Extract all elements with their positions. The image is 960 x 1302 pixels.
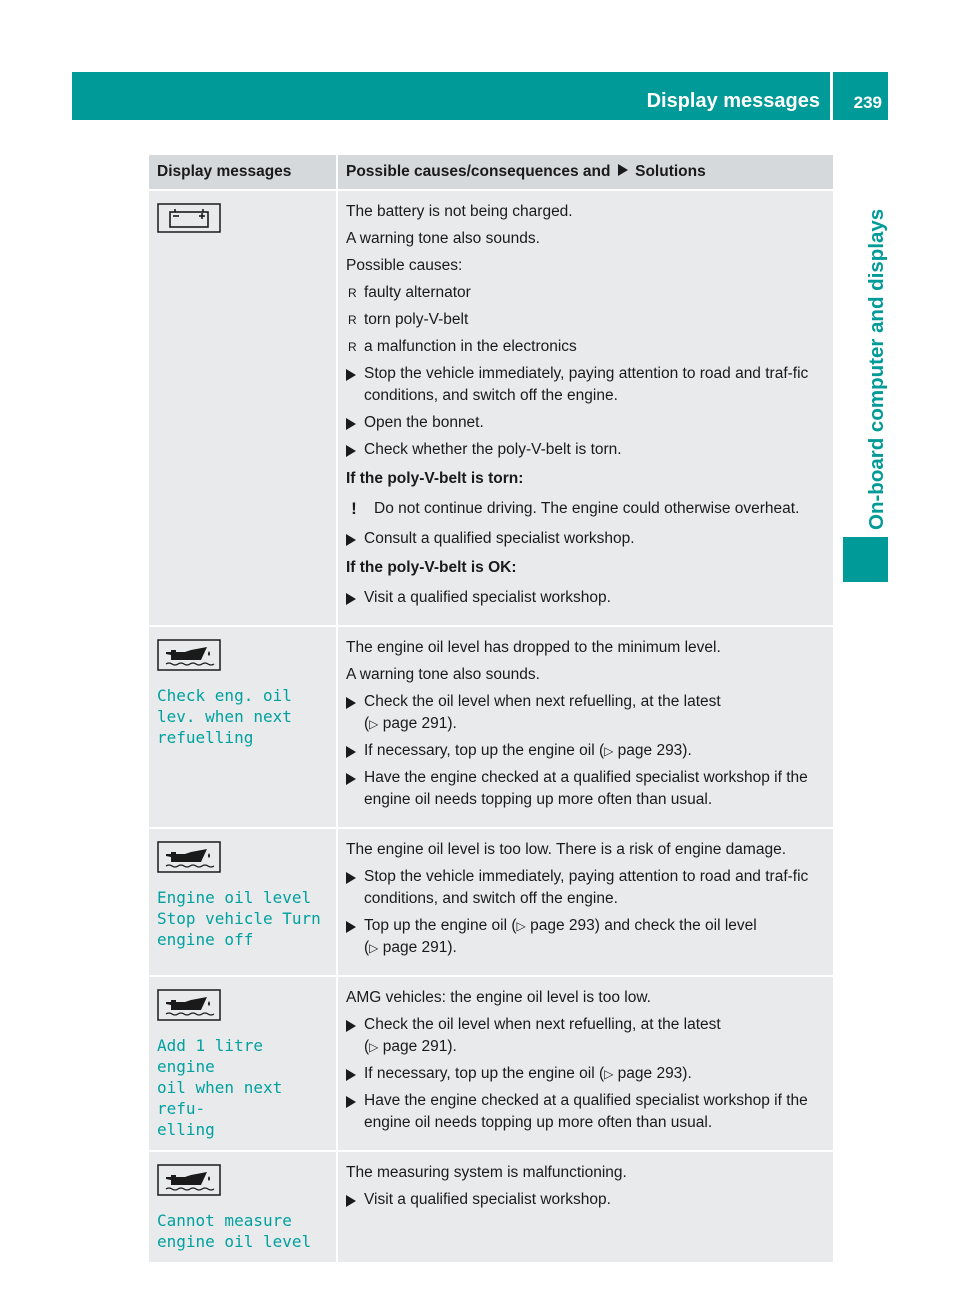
solution-cell xyxy=(337,626,833,828)
arrow-icon xyxy=(346,773,356,785)
instruction-text: Check whether the poly-V-belt is torn. xyxy=(364,441,622,458)
instruction-text: Visit a qualified specialist workshop. xyxy=(364,589,611,606)
instruction-step xyxy=(346,1189,827,1211)
instruction-step xyxy=(346,767,827,811)
message-cell xyxy=(149,976,337,1151)
instruction-text: If necessary, top up the engine oil ( xyxy=(364,1065,605,1082)
arrow-icon xyxy=(346,1195,356,1207)
display-message-code: Cannot measure engine oil level xyxy=(157,1211,312,1251)
oil-can-icon xyxy=(157,1164,221,1196)
column-header-display-messages: Display messages xyxy=(149,155,337,190)
arrow-icon xyxy=(346,534,356,546)
chapter-marker xyxy=(843,537,888,582)
message-cell xyxy=(149,1151,337,1263)
arrow-icon xyxy=(346,1069,356,1081)
instruction-text: Stop the vehicle immediately, paying attention to road and traf-fic conditions, and switch off the engine. xyxy=(364,365,809,404)
column-header-solutions xyxy=(337,155,833,190)
arrow-icon xyxy=(346,445,356,457)
header-divider xyxy=(830,72,833,120)
page-ref-icon: ▷ xyxy=(369,717,379,731)
instruction-step xyxy=(346,412,827,434)
header-bar xyxy=(72,72,888,120)
page-ref-icon: ▷ xyxy=(604,744,614,758)
instruction-text: Open the bonnet. xyxy=(364,414,484,431)
instruction-step xyxy=(346,587,827,609)
instruction-step: Check the oil level when next refuelling, at the latest (▷ page 291). xyxy=(346,1014,827,1058)
arrow-icon xyxy=(346,1096,356,1108)
instruction-text: Consult a qualified specialist workshop. xyxy=(364,530,635,547)
display-message-code: Engine oil level Stop vehicle Turn engine off xyxy=(157,888,321,949)
column-header-solutions-label: Solutions xyxy=(635,163,706,180)
page-ref-icon: ▷ xyxy=(516,919,526,933)
solution-cell xyxy=(337,976,833,1151)
page-ref-icon: ▷ xyxy=(369,1040,379,1054)
instruction-text: Check the oil level when next refuelling, at the latest xyxy=(364,693,721,710)
instruction-step xyxy=(346,363,827,407)
solution-cell xyxy=(337,1151,833,1263)
cause-text: The engine oil level has dropped to the minimum level. xyxy=(346,639,721,656)
page-reference[interactable]: page 291). xyxy=(382,715,457,732)
instruction-text: Stop the vehicle immediately, paying attention to road and traf-fic conditions, and switch off the engine. xyxy=(364,868,809,907)
arrow-icon xyxy=(617,163,629,177)
side-chapter-tab xyxy=(843,140,888,540)
oil-can-icon xyxy=(157,989,221,1021)
cause-text: Possible causes: xyxy=(346,257,463,274)
arrow-icon xyxy=(346,593,356,605)
arrow-icon xyxy=(346,872,356,884)
cause-text: AMG vehicles: the engine oil level is too low. xyxy=(346,989,651,1006)
instruction-text: If necessary, top up the engine oil ( xyxy=(364,742,605,759)
page-ref-icon: ▷ xyxy=(604,1067,614,1081)
instruction-step: Check the oil level when next refuelling, at the latest (▷ page 291). xyxy=(346,691,827,735)
solution-cell xyxy=(337,828,833,976)
battery-icon xyxy=(157,203,221,233)
message-cell xyxy=(149,626,337,828)
page-number: 239 xyxy=(853,93,882,112)
warning-text: Do not continue driving. The engine could otherwise overheat. xyxy=(374,500,800,517)
instruction-text: Visit a qualified specialist workshop. xyxy=(364,1191,611,1208)
page-reference[interactable]: page 291). xyxy=(382,1038,457,1055)
cause-text: The engine oil level is too low. There is a risk of engine damage. xyxy=(346,841,786,858)
warning-note xyxy=(346,498,827,520)
arrow-icon xyxy=(346,418,356,430)
instruction-step xyxy=(346,439,827,461)
table-header-row xyxy=(149,155,833,190)
page-reference[interactable]: page 293) and check the oil level xyxy=(530,917,757,934)
page-reference[interactable]: page 293). xyxy=(617,1065,692,1082)
message-cell xyxy=(149,828,337,976)
condition-heading: If the poly-V-belt is OK: xyxy=(346,559,517,576)
instruction-step: Top up the engine oil (▷ page 293) and check the oil level (▷ page 291). xyxy=(346,915,827,959)
condition-heading: If the poly-V-belt is torn: xyxy=(346,470,524,487)
table-row xyxy=(149,1151,833,1263)
instruction-text: Check the oil level when next refuelling, at the latest xyxy=(364,1016,721,1033)
table-row xyxy=(149,976,833,1151)
page-ref-icon: ▷ xyxy=(369,941,379,955)
oil-can-icon xyxy=(157,841,221,873)
instruction-step xyxy=(346,866,827,910)
page-reference[interactable]: page 293). xyxy=(617,742,692,759)
page-reference[interactable]: page 291). xyxy=(382,939,457,956)
arrow-icon xyxy=(346,746,356,758)
list-item: R a malfunction in the electronics xyxy=(346,336,827,358)
display-messages-table xyxy=(149,155,833,1264)
arrow-icon xyxy=(346,369,356,381)
arrow-icon xyxy=(346,697,356,709)
exclamation-icon: ! xyxy=(351,499,357,518)
cause-text: The measuring system is malfunctioning. xyxy=(346,1164,627,1181)
list-item: R faulty alternator xyxy=(346,282,827,304)
instruction-text: Have the engine checked at a qualified specialist workshop if the engine oil needs topping up more often than usual. xyxy=(364,769,808,808)
solution-cell xyxy=(337,190,833,626)
instruction-text: Have the engine checked at a qualified specialist workshop if the engine oil needs topping up more often than usual. xyxy=(364,1092,808,1131)
arrow-icon xyxy=(346,1020,356,1032)
table-row xyxy=(149,190,833,626)
display-message-code: Add 1 litre engine oil when next refu‐ elling xyxy=(157,1036,283,1139)
message-cell xyxy=(149,190,337,626)
table-row xyxy=(149,626,833,828)
list-item: R torn poly-V-belt xyxy=(346,309,827,331)
cause-text: A warning tone also sounds. xyxy=(346,230,540,247)
cause-text: A warning tone also sounds. xyxy=(346,666,540,683)
table-row xyxy=(149,828,833,976)
chapter-label: On-board computer and displays xyxy=(865,208,888,530)
instruction-step xyxy=(346,528,827,550)
instruction-step xyxy=(346,1090,827,1134)
cause-text: The battery is not being charged. xyxy=(346,203,573,220)
instruction-step xyxy=(346,1063,827,1085)
instruction-step xyxy=(346,740,827,762)
oil-can-icon xyxy=(157,639,221,671)
section-title: Display messages xyxy=(646,90,820,112)
column-header-causes: Possible causes/consequences and xyxy=(346,163,611,180)
display-message-code: Check eng. oil lev. when next refuelling xyxy=(157,686,292,747)
instruction-text: Top up the engine oil ( xyxy=(364,917,517,934)
arrow-icon xyxy=(346,921,356,933)
